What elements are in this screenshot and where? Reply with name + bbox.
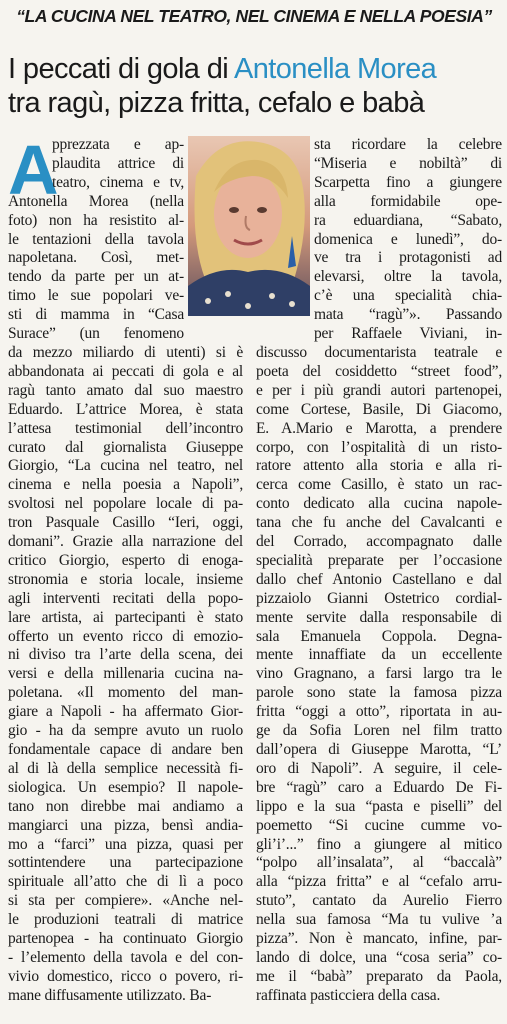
text-line: mane diffusamente utilizzato. Ba-	[8, 986, 212, 1004]
text-line: versi e della millenaria cucina na-	[8, 665, 243, 683]
text-line: oro di Napoli”. A seguire, il cele-	[256, 759, 502, 777]
text-line: cinema e nella poesia a Napoli”,	[8, 476, 243, 494]
text-line: domenica e lunedì”, do-	[314, 230, 502, 248]
headline-text: I peccati di gola di	[8, 53, 234, 85]
text-line: teatro, cinema e tv,	[52, 173, 184, 191]
text-line: le produzioni teatrali di matrice	[8, 911, 243, 929]
text-line: e per i più grandi autori partenopei,	[256, 381, 502, 399]
text-line: lando di dolce, una “cosa seria” co-	[256, 948, 502, 966]
text-line: ratore attento alla storia e alla ri-	[256, 457, 502, 475]
text-line: me il “babà” preparato da Paola,	[256, 967, 502, 985]
text-line: raffinata pasticciera della casa.	[256, 986, 441, 1004]
text-line: lare artista, ai partecipanti è stato	[8, 608, 243, 626]
headline-name: Antonella Morea	[234, 53, 437, 85]
text-line: gio - ha da sempre avuto un ruolo	[8, 722, 243, 740]
text-line: ve tra i protagonisti ad	[314, 249, 502, 267]
text-line: elevarsi, oltre la tavola,	[314, 268, 502, 286]
text-line: nella sua famosa “Ma tu vulive ’a	[256, 911, 502, 929]
text-line: Surace” (un fenomeno	[8, 325, 184, 343]
text-line: poletana. «Il momento del man-	[8, 684, 243, 702]
text-line: discusso documentarista teatrale e	[256, 343, 502, 361]
text-line: ge da Sofia Loren nel film tratto	[256, 722, 502, 740]
text-line: siologica. Un esempio? Il napole-	[8, 778, 243, 796]
text-line: conto dedicato alla cucina napole-	[256, 495, 502, 513]
text-line: mo a “farci” una pizza, quasi per	[8, 835, 243, 853]
text-line: curato dal giornalista Giuseppe	[8, 438, 243, 456]
text-line: abbandonata ai peccati di gola e al	[8, 362, 243, 380]
text-line: stronomia e storia locale, insieme	[8, 570, 243, 588]
headline-line-2: tra ragù, pizza fritta, cefalo e babà	[8, 87, 425, 119]
text-line: mata “ragù”». Passando	[314, 306, 502, 324]
text-line: poeta del cosiddetto “street food”,	[256, 362, 502, 380]
text-line: tano non direbbe mai andiamo a	[8, 797, 243, 815]
text-line: Eduardo. L’attrice Morea, è stata	[8, 400, 243, 418]
text-line: fondamentale capace di andare ben	[8, 741, 243, 758]
text-line: stuto”, cantato da Aurelio Fierro	[256, 892, 502, 910]
text-line: come Cortese, Basile, Di Giacomo,	[256, 400, 502, 418]
right-column	[256, 136, 502, 1006]
text-line: gli’i’...” fino a giungere al mitico	[256, 835, 502, 853]
left-column	[8, 131, 243, 1006]
text-line: - l’elemento della tavola e del con-	[8, 948, 243, 966]
text-line: tendo da parte per un at-	[8, 268, 184, 286]
text-line: sta ricordare la celebre	[314, 136, 502, 153]
text-line: spirituale all’atto che di lì a poco	[8, 873, 243, 891]
text-line: offerto un evento ricco di emozio-	[8, 627, 243, 645]
text-line: al di là della semplice necessità fi-	[8, 759, 243, 777]
text-line: alla formidabile ope-	[314, 192, 502, 210]
text-line: si sta per compiere». «Anche nel-	[8, 892, 243, 910]
text-line: tron Pasquale Casillo “Ieri, oggi,	[8, 514, 243, 532]
text-line: mente innaffiate da un eccellente	[256, 646, 502, 664]
text-line: E. A.Mario e Marotta, a prendere	[256, 419, 502, 437]
text-line: agli interventi recitati della popo-	[8, 589, 243, 607]
text-line: corpo, con l’ospitalità di un risto-	[256, 438, 502, 456]
text-line: timo le sue popolari ve-	[8, 287, 184, 305]
text-line: l’attesa testimonial dell’incontro	[8, 419, 243, 437]
text-line: partenopea - ha continuato Giorgio	[8, 930, 243, 948]
text-line: alla “pizza fritta” e al “cefalo arru-	[256, 873, 502, 891]
text-line: dall’opera di Giuseppe Marotta, “L’	[256, 741, 502, 758]
text-line: Antonella Morea (nella	[8, 192, 184, 210]
text-line: dallo chef Antonio Castellano e dal	[256, 570, 502, 588]
text-line: pizza”. Non è mancato, infine, par-	[256, 930, 502, 948]
text-line: poemetto “Si cucine cumme vo-	[256, 816, 502, 834]
headline-line-1	[8, 52, 500, 86]
text-line: ra eduardiana, “Sabato,	[314, 211, 502, 229]
headline	[8, 52, 500, 120]
text-line: sti di mamma in “Casa	[8, 306, 184, 324]
text-line: napoletana. Così, met-	[8, 249, 184, 267]
text-line: le tentazioni della tavola	[8, 230, 184, 248]
text-line: ni diviso tra l’arte della scena, dei	[8, 646, 243, 664]
text-line: “Miseria e nobiltà” di	[314, 154, 502, 172]
text-line: per Raffaele Viviani, in-	[314, 325, 502, 343]
text-line: cerca come Casillo, è stato un rac-	[256, 476, 502, 494]
text-line: fritta “oggi a otto”, riportata in au-	[256, 703, 502, 721]
text-line: svoltosi nel popolare locale di pa-	[8, 495, 243, 513]
text-line: mangiarci una pizza, bensì andia-	[8, 816, 243, 834]
text-line: “polpo all’insalata”, al “baccalà”	[256, 854, 502, 872]
text-line: foto) non ha resistito al-	[8, 211, 184, 229]
text-line: vivio domestico, ricco o povero, ri-	[8, 967, 243, 985]
text-line: lippo e la sua “pasta e piselli” del	[256, 797, 502, 815]
text-line: ragù tanto amato dal suo maestro	[8, 381, 243, 399]
text-line: sala Emanuela Coppola. Degna-	[256, 627, 502, 645]
text-line: da mezzo miliardo di utenti) si è	[8, 343, 243, 361]
text-line: vino Gragnano, a farsi largo tra le	[256, 665, 502, 683]
text-line: sottintendere una partecipazione	[8, 854, 243, 872]
text-line: critico Giorgio, esperto di enoga-	[8, 551, 243, 569]
text-line: pprezzata e ap-	[52, 136, 184, 153]
text-line: specialità preparate per l’occasione	[256, 551, 502, 569]
text-line: del Corrado, accompagnato dalle	[256, 533, 502, 551]
text-line: c’è una specialità chia-	[314, 287, 502, 305]
text-line: Scarpetta fino a giungere	[314, 173, 502, 191]
drop-cap: A	[8, 131, 59, 209]
text-line: tana che fu anche del Cavalcanti e	[256, 514, 502, 532]
kicker: “LA CUCINA NEL TEATRO, NEL CINEMA E NELLA POESIA”	[16, 6, 492, 26]
text-line: Giorgio, “La cucina nel teatro, nel	[8, 457, 243, 475]
text-line: domani”. Grazie alla narrazione del	[8, 533, 243, 551]
text-line: mente servite dalla responsabile di	[256, 608, 502, 626]
text-line: giare a Napoli - ha affermato Gior-	[8, 703, 243, 721]
text-line: plaudita attrice di	[52, 154, 184, 172]
text-line: pizzaiolo Gianni Ostetrico cordial-	[256, 589, 502, 607]
text-line: parole sono state la famosa pizza	[256, 684, 502, 702]
text-line: bre “ragù” caro a Eduardo De Fi-	[256, 778, 502, 796]
